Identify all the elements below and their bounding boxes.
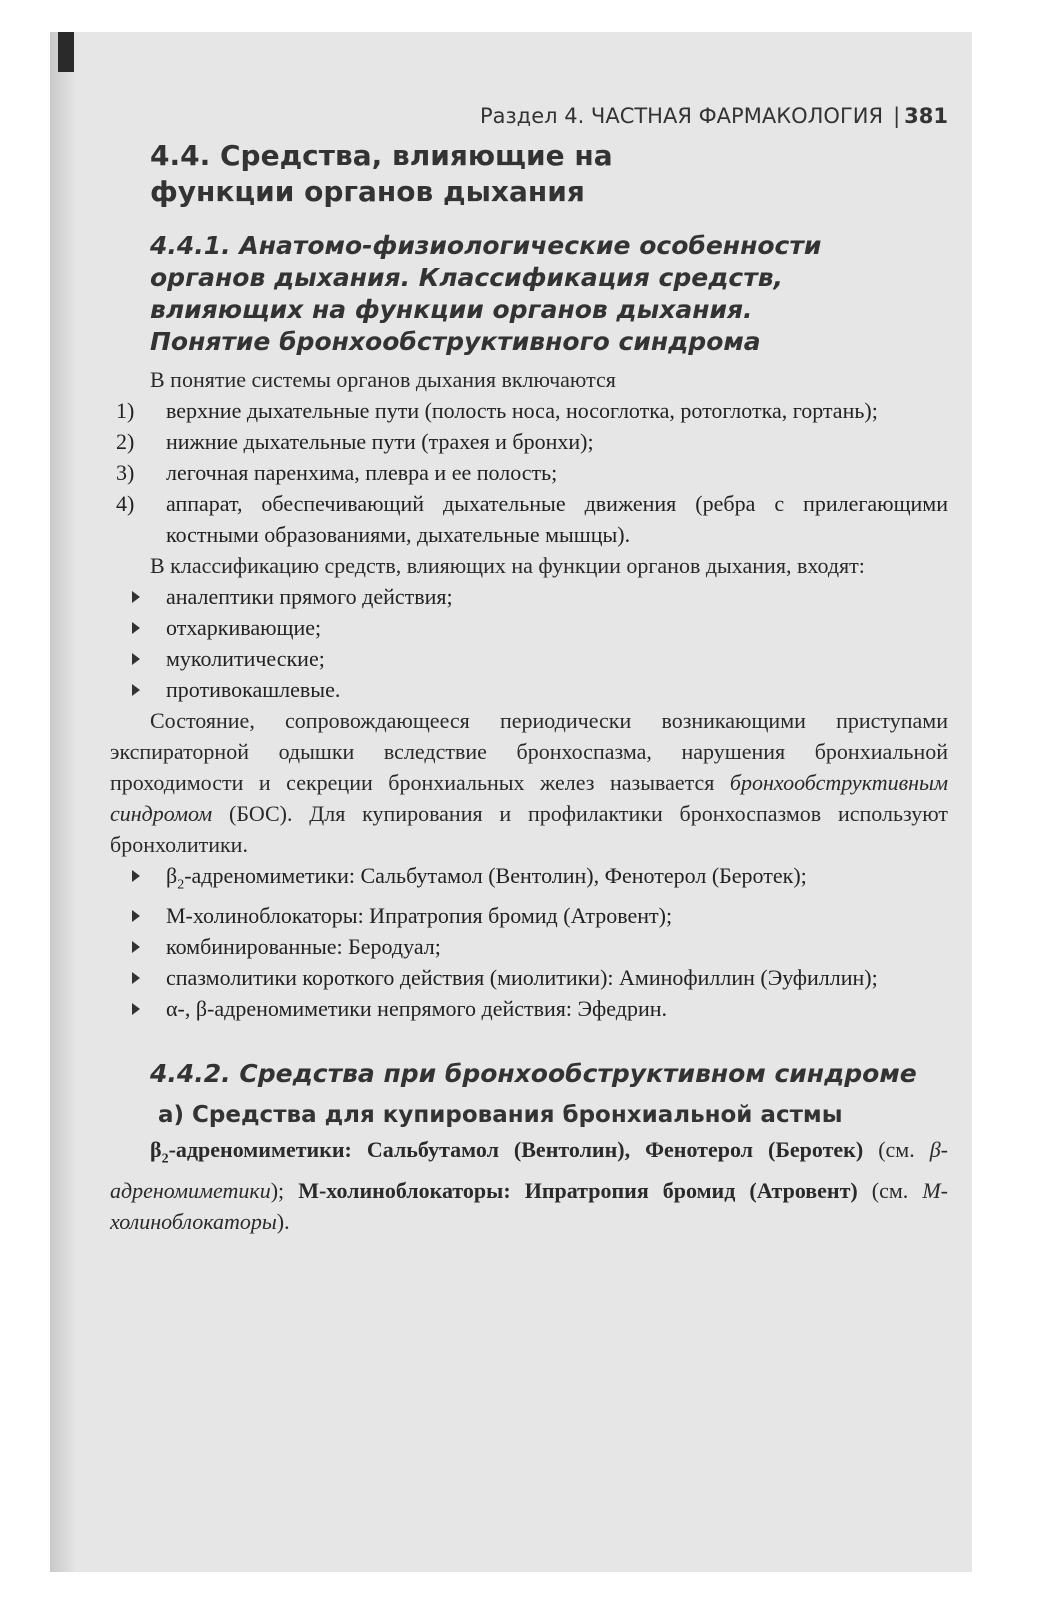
triangle-bullet-icon bbox=[132, 972, 140, 984]
list-item-text: спазмолитики короткого действия (миолитики): Аминофиллин (Эуфиллин); bbox=[166, 965, 878, 991]
section-title: 4.4. Средства, влияющие на функции органов дыхания bbox=[150, 139, 613, 208]
page-content bbox=[110, 92, 948, 1237]
list-item-text: комбинированные: Беродуал; bbox=[166, 934, 441, 960]
triangle-bullet-icon bbox=[132, 622, 140, 634]
list-marker: 1) bbox=[116, 398, 135, 423]
list-item bbox=[110, 581, 948, 612]
ref-open-2: (см. bbox=[857, 1177, 923, 1203]
triangle-bullet-icon bbox=[132, 1003, 140, 1015]
respiratory-parts-list bbox=[110, 395, 948, 550]
list-item-text: α-, β-адреномиметики непрямого действия: Эфедрин. bbox=[166, 996, 668, 1022]
list-item bbox=[110, 457, 948, 488]
subscript: 2 bbox=[177, 877, 185, 893]
drugs-text-1: -адреномиметики: Сальбутамол (Вентолин), Фенотерол (Беротек) bbox=[168, 1137, 864, 1163]
list-item-text: противокашлевые. bbox=[166, 677, 341, 702]
list-item bbox=[110, 488, 948, 550]
list-item-text: -адреномиметики: Сальбутамол (Вентолин), Фенотерол (Беротек); bbox=[184, 863, 807, 888]
bronchodilators-list bbox=[110, 860, 948, 1024]
list-item-text: верхние дыхательные пути (полость носа, носоглотка, ротоглотка, гортань); bbox=[166, 398, 878, 423]
triangle-bullet-icon bbox=[132, 941, 140, 953]
list-marker: 2) bbox=[116, 429, 135, 454]
list-item-text: муколитические; bbox=[166, 646, 325, 671]
ref-close-2: ). bbox=[276, 1208, 290, 1234]
drugs-text-2: М-холиноблокаторы: Ипратропия бромид (Атровент) bbox=[298, 1177, 858, 1203]
classification-list bbox=[110, 581, 948, 705]
list-item bbox=[110, 993, 948, 1024]
list-item bbox=[110, 612, 948, 643]
running-head-separator: | bbox=[893, 104, 901, 128]
beta-symbol: β bbox=[166, 863, 178, 888]
bos-definition-paragraph bbox=[110, 705, 948, 860]
list-item-text: легочная паренхима, плевра и ее полость; bbox=[166, 460, 558, 485]
cross-reference-link: М-холиноблокаторы bbox=[110, 1177, 948, 1234]
list-item bbox=[110, 395, 948, 426]
list-item-text: нижние дыхательные пути (трахея и бронхи); bbox=[166, 429, 594, 454]
bos-text-start: Состояние, сопровождающееся периодически возникающими приступами экспираторной одышки вследствие бронхоспазма, нарушения бронхиальной проходимости и секреции бронхиальных желез называется bbox=[110, 708, 948, 795]
asthma-relief-paragraph bbox=[110, 1134, 948, 1236]
list-item-text: М-холиноблокаторы: Ипратропия бромид (Атровент); bbox=[166, 903, 673, 929]
triangle-bullet-icon bbox=[132, 591, 140, 603]
list-item bbox=[110, 962, 948, 993]
subsection-4-4-1-title: 4.4.1. Анатомо-физиологические особенности органов дыхания. Классификация средств, влияющих на функции органов дыхания. Понятие бронхообструктивного синдрома bbox=[150, 231, 822, 356]
asthma-relief-heading: а) Средства для купирования бронхиальной астмы bbox=[158, 1102, 843, 1129]
beta-symbol: β bbox=[150, 1137, 162, 1163]
running-head bbox=[110, 104, 948, 128]
cross-reference-link: β-адреномиметики bbox=[110, 1137, 949, 1203]
page-spine-shadow bbox=[50, 32, 76, 1572]
triangle-bullet-icon bbox=[132, 870, 140, 882]
running-head-section: Раздел 4. ЧАСТНАЯ ФАРМАКОЛОГИЯ bbox=[479, 104, 884, 128]
scanned-page bbox=[50, 32, 972, 1572]
list-item-text: аппарат, обеспечивающий дыхательные движения (ребра с прилегающими костными образованиями, дыхательные мышцы). bbox=[166, 491, 948, 547]
list-item-text: отхаркивающие; bbox=[166, 615, 322, 640]
ref-open-1: (см. bbox=[863, 1137, 930, 1163]
scan-edge-mark bbox=[58, 32, 74, 72]
respiratory-system-intro: В понятие системы органов дыхания включаются bbox=[150, 367, 616, 392]
subsection-4-4-2-title: 4.4.2. Средства при бронхообструктивном синдроме bbox=[150, 1059, 917, 1089]
list-item-text: аналептики прямого действия; bbox=[166, 584, 453, 609]
triangle-bullet-icon bbox=[132, 910, 140, 922]
list-marker: 4) bbox=[116, 491, 135, 516]
ref-close-1: ); bbox=[270, 1177, 299, 1203]
list-item bbox=[110, 900, 948, 931]
subscript: 2 bbox=[161, 1151, 169, 1167]
bos-text-end: (БОС). Для купирования и профилактики бронхоспазмов используют бронхолитики. bbox=[110, 801, 948, 857]
list-marker: 3) bbox=[116, 460, 135, 485]
list-item bbox=[110, 426, 948, 457]
list-item bbox=[110, 860, 948, 900]
list-item bbox=[110, 643, 948, 674]
triangle-bullet-icon bbox=[132, 684, 140, 696]
bos-term: бронхообструктивным синдромом bbox=[110, 770, 948, 826]
classification-intro: В классификацию средств, влияющих на функции органов дыхания, входят: bbox=[150, 553, 865, 578]
list-item bbox=[110, 931, 948, 962]
list-item bbox=[110, 674, 948, 705]
triangle-bullet-icon bbox=[132, 653, 140, 665]
page-number: 381 bbox=[904, 104, 948, 128]
